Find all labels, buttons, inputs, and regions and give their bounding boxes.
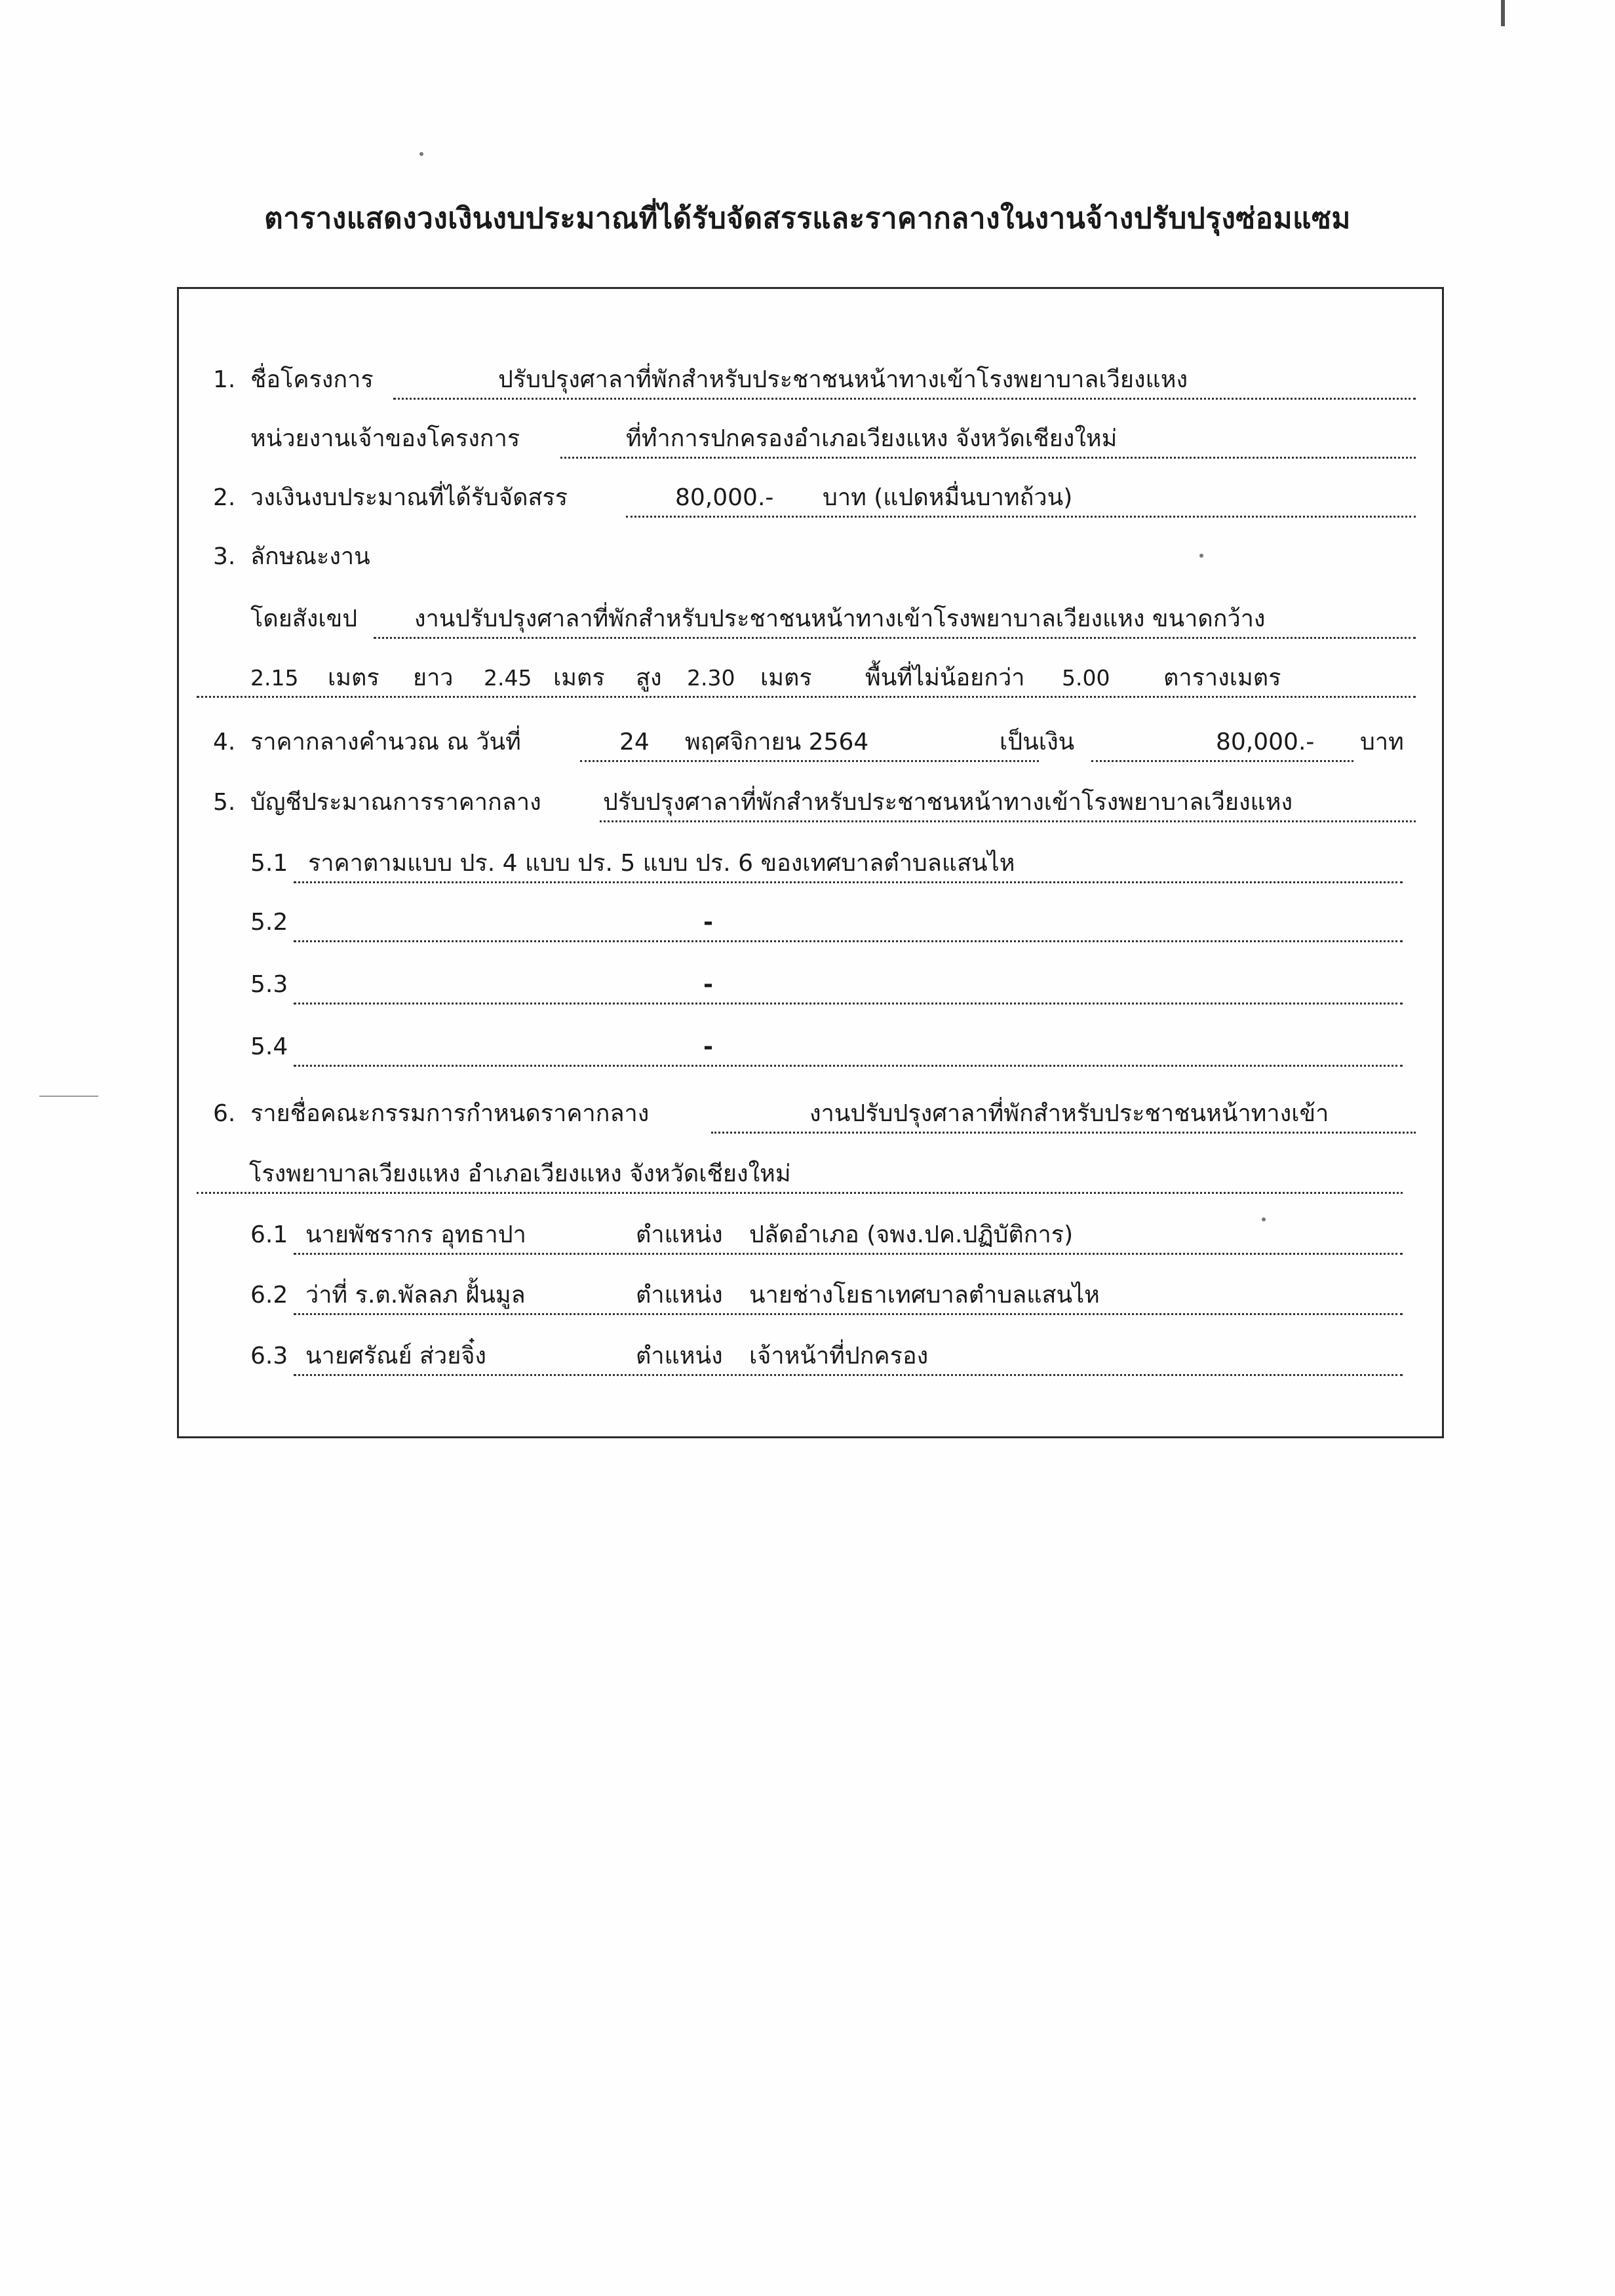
width-unit: เมตร bbox=[328, 664, 379, 691]
member-2-number: 6.2 bbox=[250, 1282, 288, 1309]
item3-summary-row bbox=[0, 600, 1615, 639]
member-1-position: ปลัดอำเภอ (จพง.ปค.ปฏิบัติการ) bbox=[749, 1221, 1074, 1248]
item5-1-value: ราคาตามแบบ ปร. 4 แบบ ปร. 5 แบบ ปร. 6 ของเทศบาลตำบลแสนไห bbox=[308, 850, 1015, 877]
committee-member-1 bbox=[0, 1215, 1615, 1255]
project-name-value: ปรับปรุงศาลาที่พักสำหรับประชาชนหน้าทางเข้าโรงพยาบาลเวียงแหง bbox=[498, 366, 1188, 393]
item2-label: วงเงินงบประมาณที่ได้รับจัดสรร bbox=[250, 484, 568, 511]
member-2-name: ว่าที่ ร.ต.พัลลภ ฝั้นมูล bbox=[305, 1282, 526, 1309]
member-1-number: 6.1 bbox=[250, 1221, 288, 1248]
member-2-position-label: ตำแหน่ง bbox=[636, 1282, 723, 1309]
item1-row bbox=[0, 360, 1615, 400]
item6-fill bbox=[711, 1094, 1416, 1134]
length-value: 2.45 bbox=[484, 665, 532, 691]
member-3-fill bbox=[294, 1337, 1403, 1376]
summary-fill bbox=[374, 600, 1416, 639]
length-unit: เมตร bbox=[553, 664, 605, 691]
item3-number: 3. bbox=[213, 543, 236, 570]
committee-work-value: งานปรับปรุงศาลาที่พักสำหรับประชาชนหน้าทางเข้า bbox=[809, 1100, 1329, 1127]
item4-amount-label: เป็นเงิน bbox=[1000, 729, 1075, 756]
item4-date-fill bbox=[580, 723, 1039, 762]
item5-1-fill bbox=[294, 844, 1403, 883]
height-value: 2.30 bbox=[687, 665, 735, 691]
item5-4-value: - bbox=[703, 1033, 713, 1060]
item2-fill bbox=[626, 478, 1416, 518]
item6-label: รายชื่อคณะกรรมการกำหนดราคากลาง bbox=[250, 1100, 650, 1127]
area-unit: ตารางเมตร bbox=[1163, 664, 1281, 691]
summary-value: งานปรับปรุงศาลาที่พักสำหรับประชาชนหน้าทางเข้าโรงพยาบาลเวียงแหง ขนาดกว้าง bbox=[414, 605, 1266, 632]
item6-continued-row bbox=[0, 1155, 1615, 1194]
item6-continued-fill bbox=[197, 1155, 1403, 1194]
item5-4-row bbox=[0, 1027, 1615, 1067]
length-label: ยาว bbox=[413, 664, 454, 691]
item4-unit: บาท bbox=[1360, 729, 1404, 756]
member-1-position-label: ตำแหน่ง bbox=[636, 1221, 723, 1248]
item4-row bbox=[0, 723, 1615, 762]
scan-speck bbox=[1199, 554, 1203, 558]
member-1-fill bbox=[294, 1215, 1403, 1255]
item5-1-row bbox=[0, 844, 1615, 883]
budget-amount: 80,000.- bbox=[675, 484, 774, 511]
item5-3-row bbox=[0, 965, 1615, 1004]
area-label: พื้นที่ไม่น้อยกว่า bbox=[865, 664, 1025, 691]
item4-number: 4. bbox=[213, 729, 236, 756]
item3-row bbox=[0, 537, 1615, 577]
budget-unit-text: บาท (แปดหมื่นบาทถ้วน) bbox=[823, 484, 1073, 511]
height-unit: เมตร bbox=[760, 664, 812, 691]
document-title: ตารางแสดงวงเงินงบประมาณที่ได้รับจัดสรรและราคากลางในงานจ้างปรับปรุงซ่อมแซม bbox=[264, 202, 1351, 235]
agency-fill bbox=[560, 419, 1416, 459]
price-amount: 80,000.- bbox=[1216, 729, 1315, 756]
item1-number: 1. bbox=[213, 366, 236, 393]
item4-amount-fill bbox=[1091, 723, 1353, 762]
item1-label: ชื่อโครงการ bbox=[250, 366, 374, 393]
item1-fill bbox=[393, 360, 1416, 400]
scan-mark-left bbox=[39, 1096, 98, 1097]
item5-3-fill bbox=[294, 965, 1403, 1004]
summary-label: โดยสังเขป bbox=[250, 605, 358, 632]
item5-number: 5. bbox=[213, 789, 236, 816]
member-1-name: นายพัชรากร อุทธาปา bbox=[305, 1221, 526, 1248]
item4-label: ราคากลางคำนวณ ณ วันที่ bbox=[250, 729, 521, 756]
height-label: สูง bbox=[636, 664, 662, 691]
member-3-number: 6.3 bbox=[250, 1343, 288, 1369]
item1-agency-row bbox=[0, 419, 1615, 459]
item5-2-value: - bbox=[703, 909, 713, 936]
item2-number: 2. bbox=[213, 484, 236, 511]
price-month-year: พฤศจิกายน 2564 bbox=[685, 729, 869, 756]
item5-fill bbox=[600, 783, 1416, 822]
item6-row bbox=[0, 1094, 1615, 1134]
scan-speck bbox=[1262, 1217, 1266, 1221]
item5-3-value: - bbox=[703, 971, 713, 998]
item5-1-number: 5.1 bbox=[250, 850, 288, 877]
agency-label: หน่วยงานเจ้าของโครงการ bbox=[250, 425, 520, 452]
scan-mark bbox=[1501, 0, 1505, 26]
item5-2-number: 5.2 bbox=[250, 909, 288, 936]
committee-member-3 bbox=[0, 1337, 1615, 1376]
item5-3-number: 5.3 bbox=[250, 971, 288, 998]
member-2-position: นายช่างโยธาเทศบาลตำบลแสนไห bbox=[749, 1282, 1100, 1309]
width-value: 2.15 bbox=[250, 665, 299, 691]
committee-work-value-continued: โรงพยาบาลเวียงแหง อำเภอเวียงแหง จังหวัดเชียงใหม่ bbox=[249, 1160, 791, 1187]
item5-4-number: 5.4 bbox=[250, 1033, 288, 1060]
item5-label: บัญชีประมาณการราคากลาง bbox=[250, 789, 541, 816]
item5-2-row bbox=[0, 903, 1615, 942]
item3-dimensions-row bbox=[0, 659, 1615, 698]
item5-4-fill bbox=[294, 1027, 1403, 1067]
member-3-position: เจ้าหน้าที่ปกครอง bbox=[749, 1343, 929, 1369]
item5-row bbox=[0, 783, 1615, 822]
scan-speck bbox=[419, 152, 423, 156]
area-value: 5.00 bbox=[1062, 665, 1110, 691]
price-day: 24 bbox=[619, 729, 650, 756]
member-3-name: นายศรัณย์ ส่วยจิ๋ง bbox=[305, 1343, 486, 1369]
estimate-value: ปรับปรุงศาลาที่พักสำหรับประชาชนหน้าทางเข้าโรงพยาบาลเวียงแหง bbox=[603, 789, 1293, 816]
item6-number: 6. bbox=[213, 1100, 236, 1127]
dimensions-fill bbox=[197, 659, 1416, 698]
item5-2-fill bbox=[294, 903, 1403, 942]
agency-value: ที่ทำการปกครองอำเภอเวียงแหง จังหวัดเชียงใหม่ bbox=[626, 425, 1118, 452]
item3-label: ลักษณะงาน bbox=[250, 543, 370, 570]
committee-member-2 bbox=[0, 1276, 1615, 1315]
member-3-position-label: ตำแหน่ง bbox=[636, 1343, 723, 1369]
item2-row bbox=[0, 478, 1615, 518]
member-2-fill bbox=[294, 1276, 1403, 1315]
